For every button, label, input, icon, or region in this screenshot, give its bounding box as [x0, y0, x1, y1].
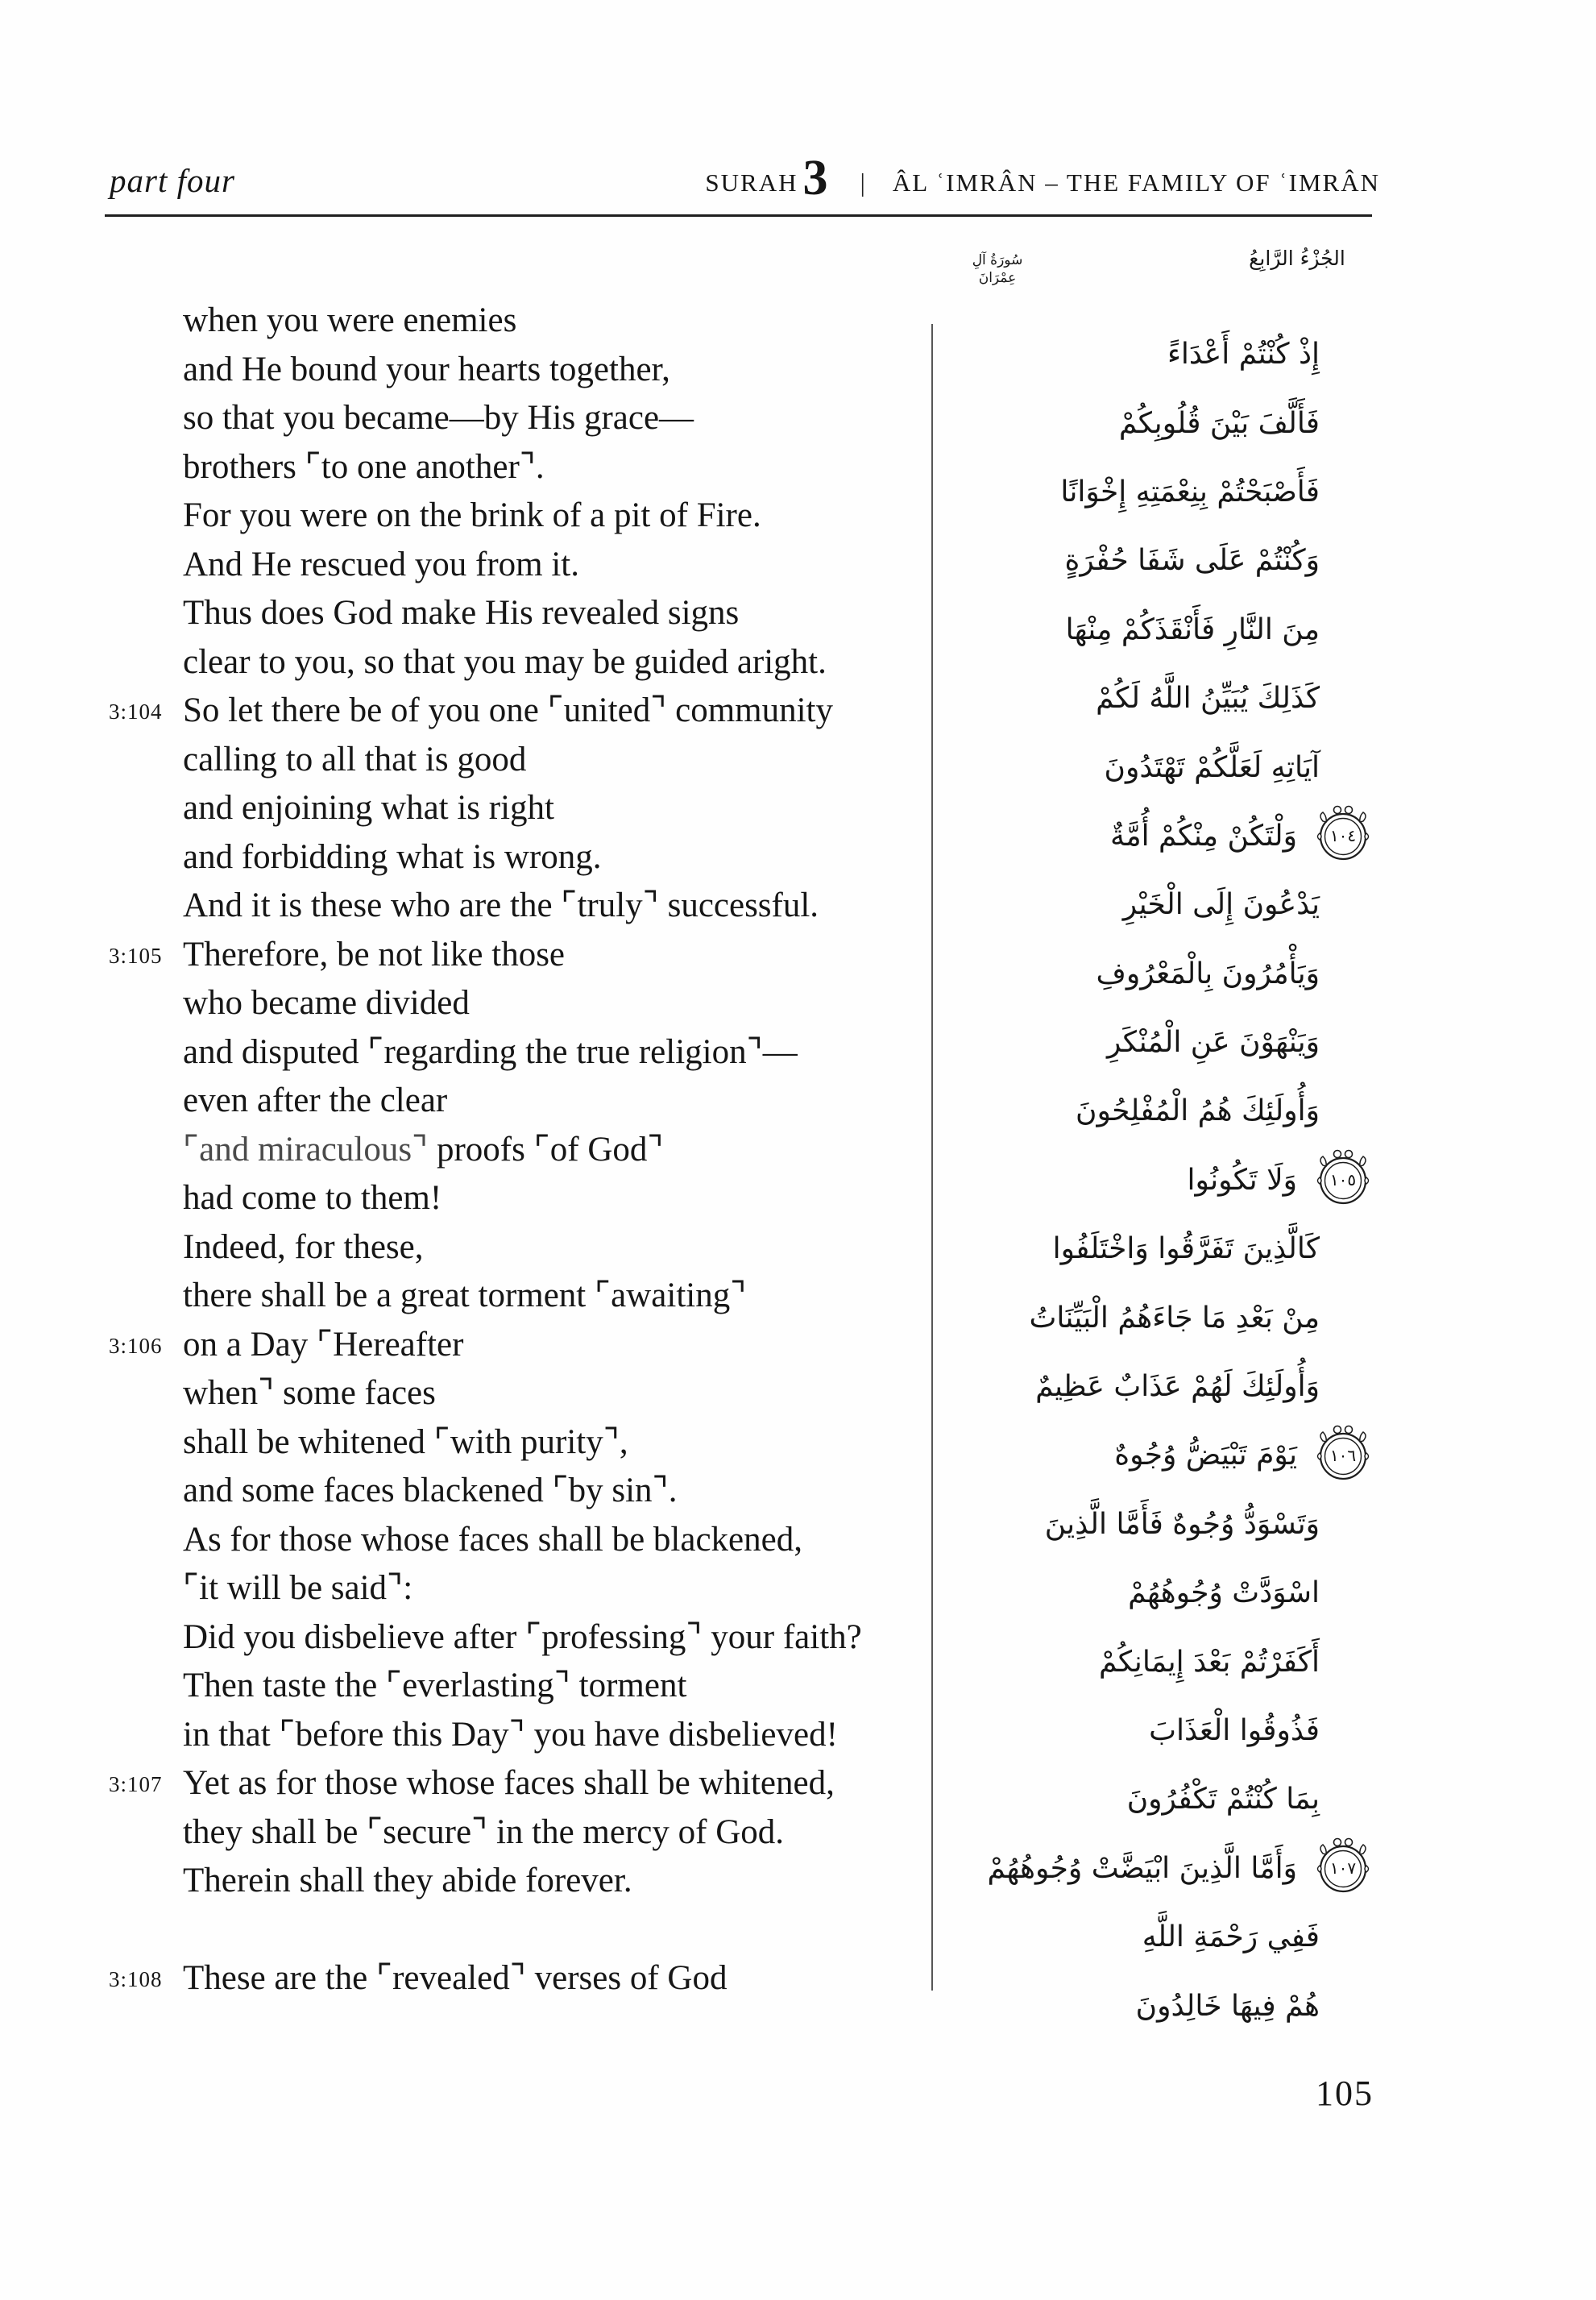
arabic-line: [932, 1490, 1371, 1559]
arabic-text: وَلْتَكُنْ مِنْكُمْ أُمَّةٌ: [1110, 819, 1297, 853]
verse-number: 3:107: [109, 1772, 163, 1796]
arabic-line: [932, 1421, 1371, 1489]
verse-medallion: [1313, 1837, 1373, 1899]
verse-text: Therefore, be not like those: [183, 935, 566, 974]
translation-line: [107, 638, 925, 687]
arabic-text: آيَاتِهِ لَعَلَّكُمْ تَهْتَدُونَ: [1104, 750, 1320, 784]
verse-number: 3:104: [109, 700, 163, 724]
translation-line: [107, 1662, 925, 1711]
arabic-text: مِنَ النَّارِ فَأَنْقَذَكُمْ مِنْهَا: [1065, 612, 1320, 646]
verse-text: and disputed ⌜regarding the true religion⌝—: [183, 1032, 798, 1071]
surah-number: 3: [802, 151, 828, 206]
arabic-line: [932, 664, 1371, 733]
medallion-number: ١٠٧: [1329, 1858, 1357, 1879]
arabic-text: أَكَفَرْتُمْ بَعْدَ إِيمَانِكُمْ: [1098, 1645, 1320, 1679]
arabic-line: [932, 1627, 1371, 1696]
verse-text: And He rescued you from it.: [183, 545, 579, 583]
arabic-line: [932, 1559, 1371, 1627]
medallion-number: ١٠٤: [1329, 826, 1357, 846]
arabic-text: وَكُنْتُمْ عَلَى شَفَا حُفْرَةٍ: [1064, 544, 1320, 578]
verse-text: Yet as for those whose faces shall be whitened,: [183, 1764, 835, 1802]
surah-header: [705, 150, 1380, 206]
verse-text: who became divided: [183, 984, 470, 1022]
arabic-text: وَيَنْهَوْنَ عَنِ الْمُنْكَرِ: [1106, 1026, 1320, 1060]
verse-text: These are the ⌜revealed⌝ verses of God: [183, 1959, 728, 1997]
arabic-text: هُمْ فِيهَا خَالِدُونَ: [1135, 1989, 1320, 2023]
surah-word: SURAH: [705, 168, 798, 197]
arabic-line: [932, 940, 1371, 1008]
arabic-column: [932, 320, 1371, 2041]
arabic-line: [932, 1765, 1371, 1833]
arabic-text: فَأَصْبَحْتُمْ بِنِعْمَتِهِ إِخْوَانًا: [1060, 475, 1320, 509]
translation-line: [107, 589, 925, 638]
medallion-number: ١٠٦: [1329, 1445, 1357, 1465]
arabic-text: وَلَا تَكُونُوا: [1187, 1163, 1297, 1197]
arabic-text: وَيَأْمُرُونَ بِالْمَعْرُوفِ: [1096, 957, 1320, 990]
translation-line: [107, 394, 925, 443]
arabic-line: [932, 1971, 1371, 2040]
surah-title: ÂL ʿIMRÂN – THE FAMILY OF ʿIMRÂN: [892, 168, 1380, 197]
translation-line: [107, 1028, 925, 1077]
translation-line: [107, 1223, 925, 1272]
verse-text: Did you disbelieve after ⌜professing⌝ your faith?: [183, 1617, 862, 1656]
verse-text: As for those whose faces shall be blackened,: [183, 1520, 802, 1559]
translation-line: [107, 882, 925, 931]
translation-line: [107, 1321, 925, 1370]
verse-text: calling to all that is good: [183, 740, 527, 778]
arabic-line: [932, 320, 1371, 388]
arabic-text: وَأَمَّا الَّذِينَ ابْيَضَّتْ وُجُوهُهُمْ: [987, 1851, 1297, 1885]
arabic-line: [932, 388, 1371, 457]
arabic-line: [932, 1352, 1371, 1421]
translation-line: [107, 346, 925, 395]
arabic-text: كَذَلِكَ يُبَيِّنُ اللَّهُ لَكُمْ: [1096, 682, 1320, 716]
verse-text: so that you became—by His grace—: [183, 399, 694, 437]
verse-medallion: [1313, 1148, 1373, 1211]
arabic-line: [932, 1696, 1371, 1765]
translation-line: [107, 1711, 925, 1760]
translation-line: [107, 1418, 925, 1468]
translation-line: [107, 1467, 925, 1516]
translation-line: [107, 784, 925, 833]
translation-line: [107, 1759, 925, 1808]
verse-text: ⌜it will be said⌝:: [183, 1569, 413, 1607]
verse-text-light: ⌜and miraculous⌝: [183, 1130, 437, 1169]
arabic-line: [932, 458, 1371, 526]
verse-text: they shall be ⌜secure⌝ in the mercy of God.: [183, 1812, 784, 1851]
translation-line: [107, 1516, 925, 1565]
translation-line: [107, 1808, 925, 1858]
verse-text: had come to them!: [183, 1179, 442, 1217]
verse-text: in that ⌜before this Day⌝ you have disbelieved!: [183, 1715, 838, 1754]
translation-line: [107, 1272, 925, 1321]
verse-text: Then taste the ⌜everlasting⌝ torment: [183, 1667, 687, 1704]
verse-text: Thus does God make His revealed signs: [183, 594, 740, 632]
arabic-line: [932, 1283, 1371, 1351]
verse-text: proofs ⌜of God⌝: [436, 1130, 664, 1169]
translation-line: [107, 541, 925, 590]
arabic-line: [932, 1146, 1371, 1214]
arabic-text: مِنْ بَعْدِ مَا جَاءَهُمُ الْبَيِّنَاتُ: [1029, 1301, 1320, 1335]
arabic-text: إِذْ كُنْتُمْ أَعْدَاءً: [1167, 338, 1320, 372]
verse-text: Indeed, for these,: [183, 1227, 424, 1266]
verse-text: even after the clear: [183, 1081, 448, 1119]
page-number: 105: [1316, 2074, 1374, 2113]
arabic-text: وَأُولَئِكَ هُمُ الْمُفْلِحُونَ: [1076, 1094, 1320, 1128]
verse-medallion: [1313, 804, 1373, 867]
verse-text: and some faces blackened ⌜by sin⌝.: [183, 1472, 678, 1509]
translation-line: [107, 1126, 925, 1175]
arabic-text: فَأَلَّفَ بَيْنَ قُلُوبِكُمْ: [1118, 406, 1320, 440]
verse-text: clear to you, so that you may be guided aright.: [183, 642, 827, 681]
translation-line: [107, 687, 925, 736]
arabic-line: [932, 870, 1371, 939]
translation-line: [107, 1564, 925, 1613]
arabic-text: كَالَّذِينَ تَفَرَّقُوا وَاخْتَلَفُوا: [1052, 1232, 1320, 1266]
verse-text: and enjoining what is right: [183, 789, 554, 827]
arabic-line: [932, 1008, 1371, 1077]
verse-text: Therein shall they abide forever.: [183, 1862, 632, 1899]
translation-line: [107, 833, 925, 882]
surah-name-ornament: سُورَةُ آلِ عِمْرَانَ: [972, 252, 1023, 287]
verse-text: when you were enemies: [183, 301, 517, 339]
arabic-text: فَذُوقُوا الْعَذَابَ: [1149, 1714, 1320, 1747]
verse-text: brothers ⌜to one another⌝.: [183, 447, 545, 486]
translation-column: [107, 297, 925, 2003]
arabic-text: يَدْعُونَ إِلَى الْخَيْرِ: [1122, 888, 1320, 922]
verse-text: on a Day ⌜Hereafter: [183, 1325, 464, 1364]
verse-number: 3:106: [109, 1333, 163, 1358]
verse-text: and forbidding what is wrong.: [183, 837, 602, 876]
translation-line: [107, 1369, 925, 1418]
arabic-line: [932, 1834, 1371, 1903]
translation-line: [107, 1954, 925, 2003]
header-rule: [105, 214, 1372, 217]
arabic-line: [932, 1214, 1371, 1283]
arabic-text: اسْوَدَّتْ وُجُوهُهُمْ: [1128, 1576, 1320, 1610]
translation-line: [107, 297, 925, 346]
verse-text: when⌝ some faces: [183, 1374, 436, 1412]
verse-text: and He bound your hearts together,: [183, 350, 670, 388]
arabic-line: [932, 802, 1371, 870]
verse-medallion: [1313, 1424, 1373, 1487]
arabic-text: يَوْمَ تَبْيَضُّ وُجُوهٌ: [1114, 1439, 1297, 1472]
verse-text: For you were on the brink of a pit of Fire.: [183, 496, 761, 534]
verse-number: 3:108: [109, 1967, 163, 1991]
arabic-text: بِمَا كُنْتُمْ تَكْفُرُونَ: [1126, 1783, 1320, 1816]
verse-text: there shall be a great torment ⌜awaiting⌝: [183, 1277, 747, 1314]
arabic-text: وَأُولَئِكَ لَهُمْ عَذَابٌ عَظِيمٌ: [1035, 1370, 1320, 1404]
translation-line: [107, 1077, 925, 1126]
translation-line: [107, 736, 925, 785]
verse-number: 3:105: [109, 943, 163, 968]
translation-line: [107, 1613, 925, 1663]
juz-ornament: الجُزْءُ الرَّابِعُ: [1249, 247, 1345, 270]
arabic-line: [932, 526, 1371, 595]
arabic-text: وَتَسْوَدُّ وُجُوهٌ فَأَمَّا الَّذِينَ: [1044, 1507, 1320, 1541]
translation-line: [107, 1857, 925, 1906]
arabic-line: [932, 596, 1371, 664]
verse-text: So let there be of you one ⌜united⌝ community: [183, 691, 833, 729]
translation-line: [107, 931, 925, 980]
translation-line: [107, 1174, 925, 1223]
arabic-line: [932, 1903, 1371, 1971]
arabic-line: [932, 1077, 1371, 1145]
arabic-line: [932, 733, 1371, 801]
arabic-text: فَفِي رَحْمَةِ اللَّهِ: [1142, 1920, 1320, 1954]
medallion-number: ١٠٥: [1329, 1170, 1357, 1190]
translation-line: [107, 979, 925, 1028]
header-separator-bar: |: [860, 168, 865, 197]
part-label: part four: [110, 162, 235, 199]
translation-line: [107, 443, 925, 492]
verse-text: shall be whitened ⌜with purity⌝,: [183, 1422, 628, 1461]
translation-line: [107, 492, 925, 541]
verse-text: And it is these who are the ⌜truly⌝ successful.: [183, 886, 819, 924]
